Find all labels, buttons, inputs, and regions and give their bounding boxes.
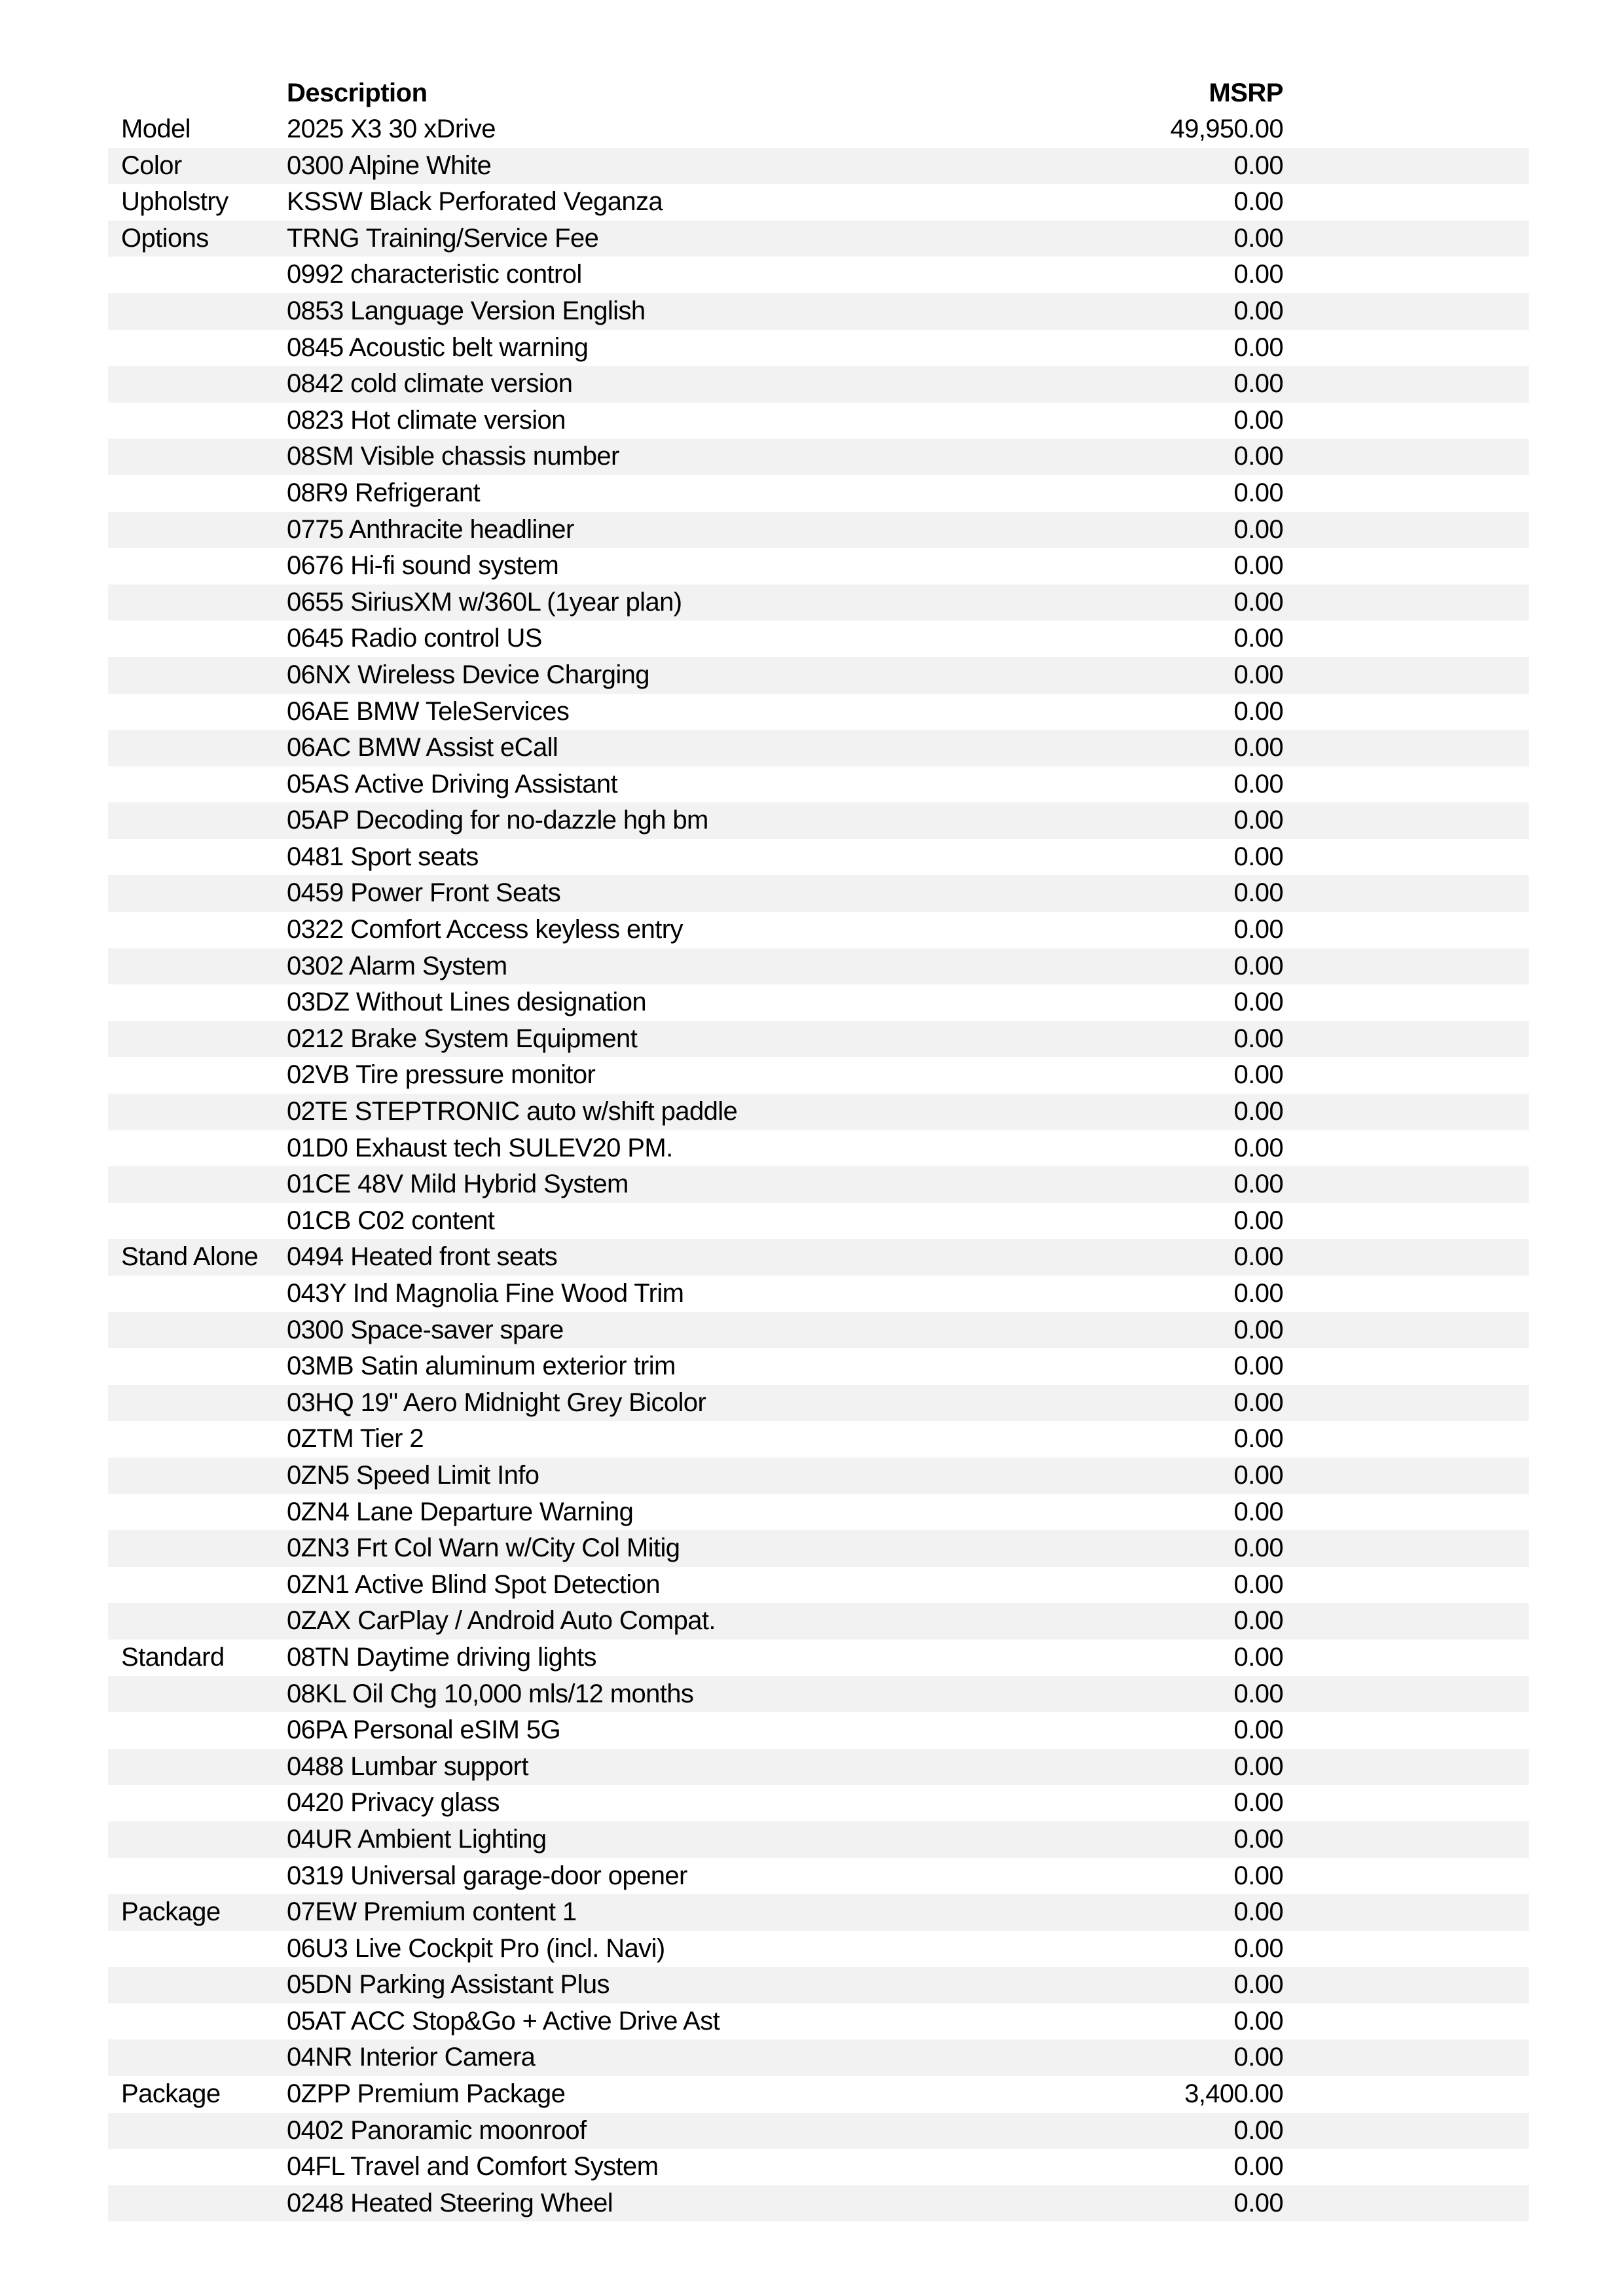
row-description: 01CB C02 content [287,1206,495,1235]
table-row [108,1821,1529,1858]
row-msrp: 0.00 [1233,187,1283,217]
row-msrp: 0.00 [1233,151,1283,180]
row-msrp: 0.00 [1233,2043,1283,2072]
table-row [108,2185,1529,2222]
table-row [108,1203,1529,1240]
table-row [108,1712,1529,1749]
table-row [108,766,1529,803]
msrp-column-header: MSRP [1209,79,1283,107]
row-description: 0402 Panoramic moonroof [287,2115,587,2145]
table-row [108,912,1529,948]
row-description: 05AP Decoding for no-dazzle hgh bm [287,806,708,835]
row-msrp: 0.00 [1233,1024,1283,1053]
row-msrp: 0.00 [1233,1424,1283,1454]
table-row [108,257,1529,293]
row-msrp: 3,400.00 [1184,2079,1283,2109]
row-msrp: 0.00 [1233,369,1283,399]
row-description: 0481 Sport seats [287,842,479,871]
table-row [108,366,1529,403]
row-description: 06AE BMW TeleServices [287,696,570,726]
row-msrp: 0.00 [1233,223,1283,253]
table-row [108,1130,1529,1167]
row-msrp: 0.00 [1233,1933,1283,1963]
row-msrp: 0.00 [1233,2152,1283,2181]
table-row [108,439,1529,475]
row-msrp: 0.00 [1233,1715,1283,1745]
table-row [108,1749,1529,1785]
row-description: 0420 Privacy glass [287,1788,500,1818]
table-row [108,548,1529,584]
row-category: Model [121,115,191,143]
table-row [108,403,1529,439]
row-msrp: 0.00 [1233,1534,1283,1563]
row-description: 04NR Interior Camera [287,2043,536,2072]
table-row [108,839,1529,876]
table-row [108,1494,1529,1531]
row-msrp: 0.00 [1233,1315,1283,1344]
row-description: 0488 Lumbar support [287,1751,528,1781]
row-msrp: 0.00 [1233,1206,1283,1235]
table-row [108,1094,1529,1130]
row-description: TRNG Training/Service Fee [287,223,599,253]
row-description: 01D0 Exhaust tech SULEV20 PM. [287,1133,673,1162]
table-header [108,75,1529,111]
table-row [108,1567,1529,1604]
row-category: Standard [121,1642,225,1672]
options-price-sheet [108,75,1529,2221]
row-description: 0300 Alpine White [287,151,492,180]
row-msrp: 0.00 [1233,1133,1283,1162]
row-msrp: 0.00 [1233,915,1283,944]
row-description: 0ZTM Tier 2 [287,1424,424,1454]
row-description: 0ZN5 Speed Limit Info [287,1460,539,1490]
table-row [108,875,1529,912]
table-row [108,1276,1529,1312]
row-category: Upholstry [121,187,228,217]
row-description: 0ZPP Premium Package [287,2079,566,2109]
table-row [108,1858,1529,1895]
row-description: 03MB Satin aluminum exterior trim [287,1352,676,1381]
table-row [108,730,1529,766]
row-msrp: 0.00 [1233,1970,1283,2000]
row-msrp: 0.00 [1233,806,1283,835]
row-description: 0655 SiriusXM w/360L (1year plan) [287,587,682,617]
row-description: 06AC BMW Assist eCall [287,733,558,762]
table-row [108,1458,1529,1494]
row-msrp: 0.00 [1233,1679,1283,1708]
row-msrp: 0.00 [1233,1097,1283,1126]
row-description: 05AS Active Driving Assistant [287,769,618,798]
table-row [108,1967,1529,2003]
table-row [108,984,1529,1021]
row-description: 0645 Radio control US [287,624,542,653]
table-row [108,802,1529,839]
table-row [108,221,1529,257]
table-row [108,1348,1529,1385]
row-msrp: 0.00 [1233,1570,1283,1599]
row-description: 0ZN1 Active Blind Spot Detection [287,1570,660,1599]
row-msrp: 0.00 [1233,842,1283,871]
row-description: 08R9 Refrigerant [287,478,481,507]
row-msrp: 0.00 [1233,1352,1283,1381]
table-row [108,1421,1529,1458]
table-row [108,1676,1529,1713]
row-msrp: 0.00 [1233,514,1283,544]
table-row [108,2113,1529,2149]
table-row [108,1057,1529,1094]
row-msrp: 0.00 [1233,1388,1283,1417]
row-description: 0319 Universal garage-door opener [287,1861,687,1890]
table-row [108,512,1529,548]
row-msrp: 0.00 [1233,696,1283,726]
row-msrp: 0.00 [1233,551,1283,581]
row-description: 08TN Daytime driving lights [287,1642,596,1672]
row-msrp: 0.00 [1233,1497,1283,1526]
row-category: Options [121,223,209,253]
row-msrp: 0.00 [1233,878,1283,908]
row-category: Stand Alone [121,1242,259,1272]
table-row [108,1385,1529,1422]
row-description: 08KL Oil Chg 10,000 mls/12 months [287,1679,694,1708]
table-row [108,584,1529,621]
row-description: 02VB Tire pressure monitor [287,1060,596,1090]
table-row [108,1166,1529,1203]
table-row [108,1931,1529,1967]
table-row [108,293,1529,330]
table-row [108,657,1529,694]
row-description: 0853 Language Version English [287,296,646,325]
table-row [108,1312,1529,1349]
table-row [108,620,1529,657]
table-row [108,1785,1529,1821]
table-row [108,111,1529,148]
table-row [108,948,1529,985]
row-msrp: 0.00 [1233,733,1283,762]
row-description: KSSW Black Perforated Veganza [287,187,663,217]
row-msrp: 0.00 [1233,1897,1283,1927]
row-msrp: 0.00 [1233,1788,1283,1818]
row-description: 0823 Hot climate version [287,405,566,435]
table-row [108,1021,1529,1058]
row-msrp: 0.00 [1233,660,1283,689]
row-description: 0845 Acoustic belt warning [287,332,589,362]
row-msrp: 0.00 [1233,1751,1283,1781]
row-description: 0212 Brake System Equipment [287,1024,638,1053]
row-description: 08SM Visible chassis number [287,442,619,471]
row-category: Package [121,2079,221,2109]
row-description: 0775 Anthracite headliner [287,514,574,544]
row-msrp: 0.00 [1233,442,1283,471]
row-msrp: 0.00 [1233,1242,1283,1272]
row-description: 05DN Parking Assistant Plus [287,1970,610,2000]
row-msrp: 0.00 [1233,1861,1283,1890]
row-description: 0302 Alarm System [287,951,507,980]
row-description: 05AT ACC Stop&Go + Active Drive Ast [287,2006,720,2036]
row-description: 0459 Power Front Seats [287,878,561,908]
row-description: 0494 Heated front seats [287,1242,558,1272]
table-row [108,148,1529,185]
row-msrp: 0.00 [1233,260,1283,289]
table-row [108,1640,1529,1676]
row-description: 0300 Space-saver spare [287,1315,564,1344]
row-msrp: 0.00 [1233,1642,1283,1672]
table-row [108,1603,1529,1640]
row-description: 07EW Premium content 1 [287,1897,577,1927]
row-description: 03HQ 19" Aero Midnight Grey Bicolor [287,1388,706,1417]
table-row [108,475,1529,512]
row-msrp: 0.00 [1233,1824,1283,1854]
row-msrp: 0.00 [1233,296,1283,325]
row-msrp: 0.00 [1233,332,1283,362]
row-description: 0ZN4 Lane Departure Warning [287,1497,634,1526]
row-msrp: 0.00 [1233,988,1283,1017]
table-row [108,2039,1529,2076]
row-msrp: 49,950.00 [1170,115,1283,143]
table-row [108,694,1529,730]
row-category: Color [121,151,182,180]
row-description: 06U3 Live Cockpit Pro (incl. Navi) [287,1933,665,1963]
row-description: 02TE STEPTRONIC auto w/shift paddle [287,1097,738,1126]
row-msrp: 0.00 [1233,769,1283,798]
row-description: 2025 X3 30 xDrive [287,115,496,143]
table-row [108,1239,1529,1276]
row-msrp: 0.00 [1233,2006,1283,2036]
row-msrp: 0.00 [1233,951,1283,980]
row-msrp: 0.00 [1233,1460,1283,1490]
table-row [108,2149,1529,2185]
table-row [108,2003,1529,2040]
options-table-body [108,111,1529,2221]
row-description: 06NX Wireless Device Charging [287,660,649,689]
row-description: 0676 Hi-fi sound system [287,551,559,581]
row-description: 01CE 48V Mild Hybrid System [287,1170,629,1199]
table-row [108,2076,1529,2113]
row-msrp: 0.00 [1233,624,1283,653]
description-column-header: Description [287,79,428,107]
row-msrp: 0.00 [1233,1279,1283,1308]
row-msrp: 0.00 [1233,1606,1283,1636]
row-description: 04FL Travel and Comfort System [287,2152,659,2181]
row-description: 03DZ Without Lines designation [287,988,646,1017]
row-msrp: 0.00 [1233,2115,1283,2145]
row-description: 0ZAX CarPlay / Android Auto Compat. [287,1606,716,1636]
row-msrp: 0.00 [1233,1060,1283,1090]
row-description: 0842 cold climate version [287,369,573,399]
row-description: 04UR Ambient Lighting [287,1824,547,1854]
row-description: 0248 Heated Steering Wheel [287,2188,613,2217]
table-row [108,1894,1529,1931]
row-category: Package [121,1897,221,1927]
row-msrp: 0.00 [1233,587,1283,617]
row-description: 0ZN3 Frt Col Warn w/City Col Mitig [287,1534,680,1563]
table-row [108,184,1529,221]
row-description: 043Y Ind Magnolia Fine Wood Trim [287,1279,684,1308]
row-msrp: 0.00 [1233,478,1283,507]
table-row [108,330,1529,367]
row-msrp: 0.00 [1233,1170,1283,1199]
row-description: 0992 characteristic control [287,260,582,289]
row-msrp: 0.00 [1233,405,1283,435]
row-description: 06PA Personal eSIM 5G [287,1715,561,1745]
row-msrp: 0.00 [1233,2188,1283,2217]
table-row [108,1530,1529,1567]
row-description: 0322 Comfort Access keyless entry [287,915,683,944]
